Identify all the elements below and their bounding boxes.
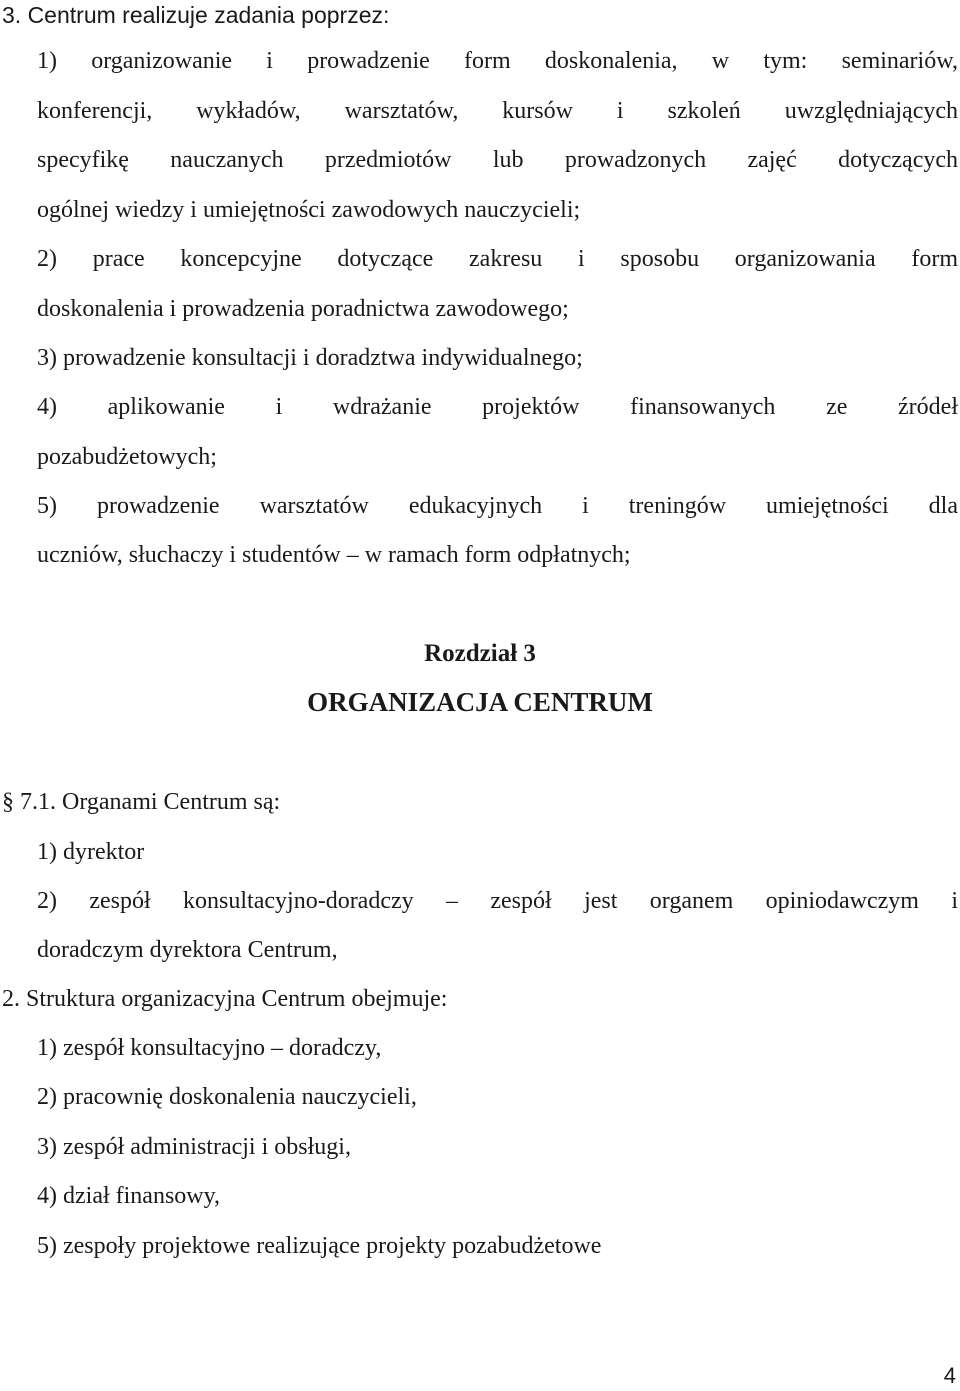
chapter-number: Rozdział 3 — [424, 640, 536, 667]
item-line: pozabudżetowych; — [37, 444, 217, 470]
paragraph-7-2: 2. Struktura organizacyjna Centrum obejmuje: — [2, 986, 448, 1012]
item-line: 3) prowadzenie konsultacji i doradztwa indywidualnego; — [37, 345, 583, 371]
page-number: 4 — [943, 1363, 956, 1388]
structure-item: 3) zespół administracji i obsługi, — [37, 1134, 351, 1160]
paragraph-7-1 — [2, 787, 280, 817]
item-line: ogólnej wiedzy i umiejętności zawodowych nauczycieli; — [37, 197, 581, 223]
structure-item: 2) pracownię doskonalenia nauczycieli, — [37, 1084, 417, 1110]
paragraph-7-1-text: 7.1. Organami Centrum są: — [20, 789, 281, 815]
item-line: 1) organizowanie i prowadzenie form doskonalenia, w tym: seminariów, — [37, 48, 958, 74]
item-line: 2) zespół konsultacyjno-doradczy – zespół jest organem opiniodawczym i — [37, 888, 958, 914]
item-line: konferencji, wykładów, warsztatów, kursów i szkoleń uwzględniających — [37, 98, 958, 124]
item-line: specyfikę nauczanych przedmiotów lub prowadzonych zajęć dotyczących — [37, 147, 958, 173]
item-line: doradczym dyrektora Centrum, — [37, 937, 338, 963]
structure-item: 1) zespół konsultacyjno – doradczy, — [37, 1035, 382, 1061]
section-3-intro: 3. Centrum realizuje zadania poprzez: — [2, 2, 390, 28]
section-sign: § — [2, 789, 14, 815]
item-line: doskonalenia i prowadzenia poradnictwa zawodowego; — [37, 296, 569, 322]
item-line: 5) prowadzenie warsztatów edukacyjnych i treningów umiejętności dla — [37, 493, 958, 519]
item-line: uczniów, słuchaczy i studentów – w ramach form odpłatnych; — [37, 542, 631, 568]
structure-item: 5) zespoły projektowe realizujące projekty pozabudżetowe — [37, 1233, 602, 1259]
chapter-title: ORGANIZACJA CENTRUM — [307, 687, 653, 717]
item-line: 4) aplikowanie i wdrażanie projektów finansowanych ze źródeł — [37, 394, 958, 420]
structure-item: 4) dział finansowy, — [37, 1183, 221, 1209]
item-line: 2) prace koncepcyjne dotyczące zakresu i sposobu organizowania form — [37, 246, 958, 272]
organ-item-1: 1) dyrektor — [37, 839, 145, 865]
